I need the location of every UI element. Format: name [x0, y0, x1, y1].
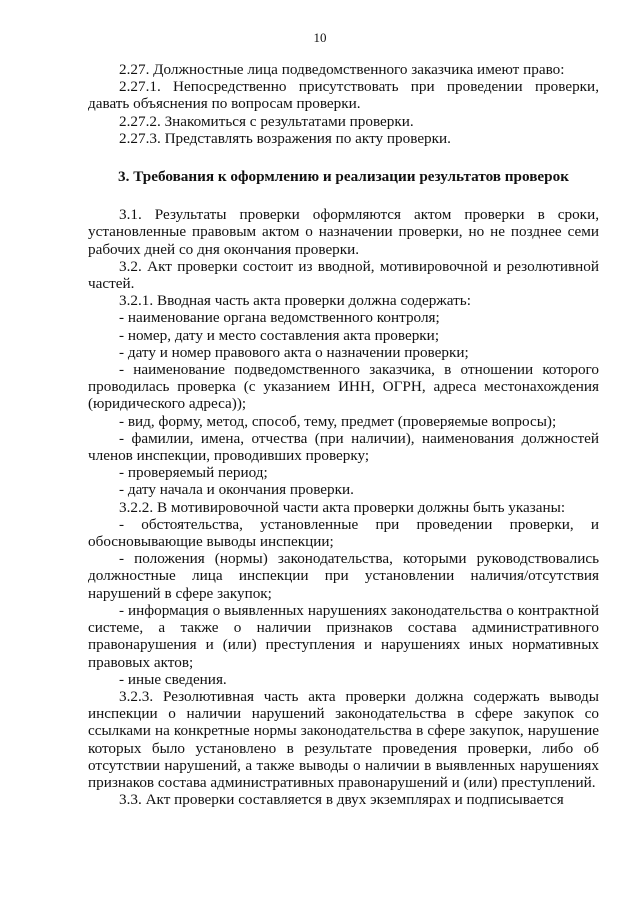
list-item: - наименование органа ведомственного контроля;: [119, 309, 440, 327]
list-item: - дату начала и окончания проверки.: [119, 481, 354, 499]
paragraph-2-27-3: 2.27.3. Представлять возражения по акту проверки.: [119, 129, 451, 147]
list-item: - фамилии, имена, отчества (при наличии), наименования должностей членов инспекции, проводивших проверку;: [88, 429, 599, 465]
paragraph-3-2-1: 3.2.1. Вводная часть акта проверки должна содержать:: [119, 292, 471, 310]
list-item: - проверяемый период;: [119, 464, 268, 482]
paragraph-2-27-1: 2.27.1. Непосредственно присутствовать при проведении проверки, давать объяснения по вопросам проверки.: [88, 78, 599, 113]
paragraph-2-27-2: 2.27.2. Знакомиться с результатами проверки.: [119, 112, 414, 130]
paragraph-3-3: 3.3. Акт проверки составляется в двух экземплярах и подписывается: [119, 791, 564, 809]
document-body: [88, 61, 599, 808]
list-item: - обстоятельства, установленные при проведении проверки, и обосновывающие выводы инспекции;: [88, 515, 599, 551]
paragraph-3-2-3: 3.2.3. Резолютивная часть акта проверки должна содержать выводы инспекции о наличии нарушений законодательства в сфере закупок со ссылками на конкретные нормы законодательства в сфере закупок, нарушение которых было установлено в результате проведения проверки, либо об отсутствии нарушений, а также выводы о наличии в выявленных нарушениях признаков состава административных правонарушений и (или) преступлений.: [88, 687, 599, 791]
list-item: - вид, форму, метод, способ, тему, предмет (проверяемые вопросы);: [119, 412, 557, 430]
page-number: 10: [313, 30, 327, 45]
section-heading: 3. Требования к оформлению и реализации результатов проверок: [118, 168, 569, 186]
list-item: - положения (нормы) законодательства, которыми руководствовались должностные лица инспекции при установлении наличия/отсутствия нарушений в сфере закупок;: [88, 550, 599, 602]
paragraph-2-27: 2.27. Должностные лица подведомственного заказчика имеют право:: [119, 61, 565, 78]
paragraph-3-2-2: 3.2.2. В мотивировочной части акта проверки должны быть указаны:: [119, 498, 566, 516]
list-item: - иные сведения.: [119, 670, 227, 688]
list-item: - дату и номер правового акта о назначении проверки;: [119, 343, 469, 361]
paragraph-3-1: 3.1. Результаты проверки оформляются актом проверки в сроки, установленные правовым актом о назначении проверки, но не позднее семи рабочих дней со дня окончания проверки.: [88, 206, 599, 258]
list-item: - информация о выявленных нарушениях законодательства о контрактной системе, а также о наличии признаков состава административного правонарушения и (или) преступления и нарушениях иных нормативных правовых актов;: [88, 601, 599, 671]
list-item: - наименование подведомственного заказчика, в отношении которого проводилась проверка (с указанием ИНН, ОГРН, адреса местонахождения (юридического адреса));: [88, 361, 599, 413]
list-item: - номер, дату и место составления акта проверки;: [119, 326, 440, 344]
paragraph-3-2: 3.2. Акт проверки состоит из вводной, мотивировочной и резолютивной частей.: [88, 257, 599, 293]
